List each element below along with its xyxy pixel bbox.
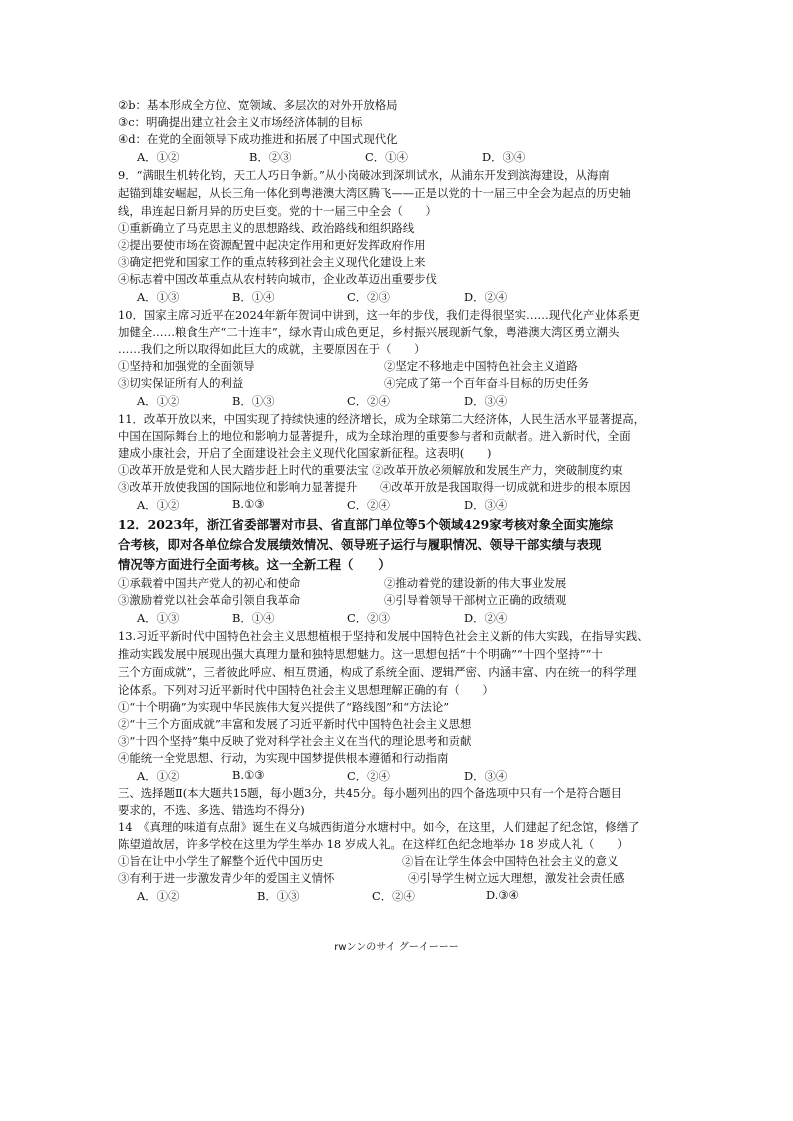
option-b: B．①③ [257, 889, 300, 903]
option-b: B．①④ [232, 290, 275, 304]
option-b: B.①③ [232, 768, 265, 782]
option-d: D．②④ [464, 290, 508, 304]
option-d: D．③④ [464, 394, 508, 408]
q14-item-3: ③有利于进一步激发青少年的爱国主义情怀 [118, 871, 335, 885]
option-c: C．②④ [372, 889, 415, 903]
q13-item-2: ②“十三个方面成就”丰富和发展了习近平新时代中国特色社会主义思想 [118, 717, 472, 731]
q10-item-2: ②坚定不移地走中国特色社会主义道路 [384, 359, 578, 373]
option-c: C．②③ [347, 290, 390, 304]
q14-item-2: ②旨在让学生体会中国特色社会主义的意义 [402, 854, 619, 868]
q10-item-1: ①坚持和加强党的全面领导 [118, 359, 255, 373]
section-3-heading-1: 三、选择题Ⅱ(本大题共15题，每小题3分，共45分。每小题列出的四个备选项中只有一个是符合题目 [118, 786, 623, 800]
q13-stem-3: 三个方面成就”，三者彼此呼应、相互贯通，构成了系统全面、逻辑严密、内涵丰富、内在统一的科学理 [118, 665, 637, 679]
option-a: A．①② [137, 769, 180, 783]
section-3-heading-2: 要求的，不选、多选、错选均不得分) [118, 803, 305, 817]
q12-item-1: ①承载着中国共产党人的初心和使命 [118, 576, 301, 590]
q13-stem-2: 推动实践发展中展现出强大真理力量和独特思想魅力。这一思想包括“十个明确”“十四个坚持”“十 [118, 647, 603, 661]
q12-stem-2: 合考核，即对各单位综合发展绩效情况、领导班子运行与履职情况、领导干部实绩与表现 [118, 537, 602, 552]
q13-stem-4: 论体系。下列对习近平新时代中国特色社会主义思想理解正确的有（ ） [118, 683, 494, 697]
q10-item-4: ④完成了第一个百年奋斗目标的历史任务 [384, 376, 590, 390]
q12-stem-3: 情况等方面进行全面考核。这一全新工程（ ） [118, 557, 391, 572]
q9-item-3: ③确定把党和国家工作的重点转移到社会主义现代化建设上来 [118, 255, 426, 269]
option-b: B．①③ [232, 394, 275, 408]
q9-item-2: ②提出要使市场在资源配置中起决定作用和更好发挥政府作用 [118, 238, 426, 252]
q12-item-4: ④引导着领导干部树立正确的政绩观 [384, 593, 567, 607]
option-d: D．③④ [464, 498, 508, 512]
q8-item-2: ②b：基本形成全方位、宽领域、多层次的对外开放格局 [118, 98, 398, 112]
q10-item-3: ③切实保证所有人的利益 [118, 376, 244, 390]
q10-stem-3: ……我们之所以取得如此巨大的成就，主要原因在于（ ） [118, 342, 426, 356]
option-d: D．③④ [464, 769, 508, 783]
q10-stem-1: 10．国家主席习近平在2024年新年贺词中讲到，这一年的步伐，我们走得很坚实……现代化产业体系更 [118, 308, 640, 322]
q13-stem-1: 13.习近平新时代中国特色社会主义思想植根于坚持和发展中国特色社会主义新的伟大实践，在指导实践、 [118, 629, 649, 643]
option-b: B.①③ [232, 497, 265, 511]
q12-item-3: ③激励着党以社会革命引领自我革命 [118, 593, 301, 607]
option-a: A．①② [137, 889, 180, 903]
q13-item-4: ④能统一全党思想、行动，为实现中国梦提供根本遵循和行动指南 [118, 751, 449, 765]
q13-item-3: ③“十四个坚持”集中反映了党对科学社会主义在当代的理论思考和贡献 [118, 734, 472, 748]
option-a: A．①③ [137, 611, 180, 625]
q14-item-4: ④引导学生树立远大理想，激发社会责任感 [408, 871, 625, 885]
option-a: A．①③ [137, 290, 180, 304]
q12-stem-1: 12．2023年，浙江省委部署对市县、省直部门单位等5个领域429家考核对象全面实施综 [118, 517, 614, 532]
q9-stem-2: 起锚到雄安崛起，从长三角一体化到粤港澳大湾区腾飞——正是以党的十一届三中全会为起点的历史轴 [118, 186, 631, 200]
q13-item-1: ①“十个明确”为实现中华民族伟大复兴提供了“路线图”和“方法论” [118, 700, 450, 714]
q10-stem-2: 加健全……粮食生产“二十连丰”，绿水青山成色更足，乡村振兴展现新气象，粤港澳大湾区勇立潮头 [118, 325, 620, 339]
q11-stem-1: 11．改革开放以来，中国实现了持续快速的经济增长，成为全球第二大经济体，人民生活水平显著提高， [118, 412, 646, 426]
q8-item-3: ③c：明确提出建立社会主义市场经济体制的目标 [118, 115, 363, 129]
q11-stem-2: 中国在国际舞台上的地位和影响力显著提升，成为全球治理的重要参与者和贡献者。进入新时代，全面 [118, 429, 631, 443]
option-d: D．③④ [482, 150, 526, 164]
q11-items-row-1: ①改革开放是党和人民大踏步赶上时代的重要法宝 ②改革开放必须解放和发展生产力，突破制度约束 [118, 463, 623, 477]
option-c: C．②④ [347, 769, 390, 783]
q11-items-row-2: ③改革开放使我国的国际地位和影响力显著提升 ④改革开放是我国取得一切成就和进步的根本原因 [118, 480, 631, 494]
option-d: D．②④ [464, 611, 508, 625]
q14-stem-2: 陈望道故居，许多学校在这里为学生举办 18 岁成人礼。在这样红色纪念地举办 18 岁成人礼（ ） [118, 837, 629, 851]
q9-item-4: ④标志着中国改革重点从农村转向城市，企业改革迈出重要步伐 [118, 272, 437, 286]
option-c: C．②④ [347, 498, 390, 512]
page-footer: rwンンのサイ グーイーーー [334, 942, 459, 953]
q12-item-2: ②推动着党的建设新的伟大事业发展 [384, 576, 567, 590]
option-c: C．①④ [365, 150, 408, 164]
option-a: A．①② [137, 498, 180, 512]
option-d: D.③④ [486, 888, 519, 902]
option-b: B．②③ [249, 150, 292, 164]
q9-item-1: ①重新确立了马克思主义的思想路线、政治路线和组织路线 [118, 221, 415, 235]
option-c: C．②③ [347, 611, 390, 625]
q8-item-4: ④d：在党的全面领导下成功推进和拓展了中国式现代化 [118, 132, 398, 146]
q9-stem-1: 9．“满眼生机转化钧，天工人巧日争新。”从小岗破冰到深圳试水，从浦东开发到滨海建设，从海南 [118, 168, 610, 182]
option-a: A．①② [137, 394, 180, 408]
q14-item-1: ①旨在让中小学生了解整个近代中国历史 [118, 854, 324, 868]
q11-stem-3: 建成小康社会，开启了全面建设社会主义现代化国家新征程。这表明( ) [118, 446, 492, 460]
option-b: B．①④ [232, 611, 275, 625]
option-a: A．①② [137, 150, 180, 164]
option-c: C．②④ [347, 394, 390, 408]
q9-stem-3: 线，串连起日新月异的历史巨变。党的十一届三中全会（ ） [118, 204, 437, 218]
q14-stem-1: 14 《真理的味道有点甜》诞生在义乌城西街道分水塘村中。如今，在这里，人们建起了纪念馆，修缮了 [118, 820, 640, 834]
